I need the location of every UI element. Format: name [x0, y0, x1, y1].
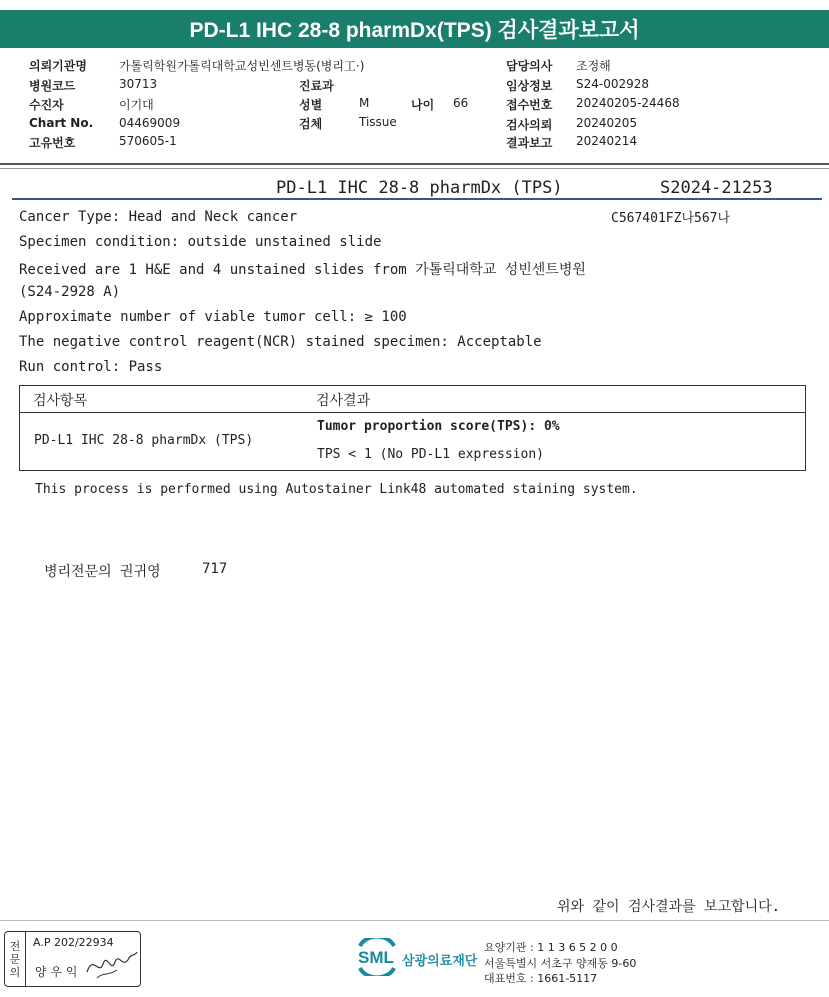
finding-line: Received are 1 H&E and 4 unstained slides from 가톨릭대학교 성빈센트병원 — [19, 262, 586, 278]
result-table — [19, 385, 806, 471]
finding-line: Cancer Type: Head and Neck cancer — [19, 209, 298, 225]
signer-name: 양 우 익 — [35, 965, 78, 979]
institution-phone: 대표번호 : 1661-5117 — [484, 972, 598, 985]
sex-value: M — [359, 96, 370, 110]
patient-value: 이기대 — [119, 98, 154, 112]
report-code: C567401FZ나567나 — [611, 211, 731, 226]
report-title-bar — [0, 10, 829, 48]
logo-name: 삼광의료재단 — [402, 954, 478, 969]
institution-code: 요양기관 : 1 1 3 6 5 2 0 0 — [484, 941, 618, 954]
dept-label: 진료과 — [299, 79, 334, 93]
pathologist-number: 717 — [202, 561, 228, 577]
header-divider — [0, 163, 829, 165]
report-number: S2024-21253 — [660, 178, 773, 198]
hospital-label: 의뢰기관명 — [29, 59, 87, 73]
clinical-value: S24-002928 — [576, 77, 650, 91]
table-cell-result-score: Tumor proportion score(TPS): 0% — [317, 419, 560, 434]
institution-address: 서울특별시 서초구 양재동 9-60 — [484, 957, 637, 970]
unique-value: 570605-1 — [119, 134, 177, 148]
request-label: 검사의뢰 — [506, 118, 553, 132]
ap-number: A.P 202/22934 — [33, 936, 114, 949]
pathologist-name: 병리전문의 권귀영 — [44, 564, 161, 580]
vertical-char: 전 — [9, 939, 21, 953]
specialist-vertical-label — [5, 932, 26, 986]
report-title: PD-L1 IHC 28-8 pharmDx(TPS) 검사결과보고서 — [189, 19, 640, 42]
vertical-char: 문 — [9, 952, 21, 966]
finding-line: Approximate number of viable tumor cell: ≥ 100 — [19, 309, 407, 325]
table-header-divider — [20, 412, 805, 413]
chart-label: Chart No. — [29, 116, 94, 130]
specimen-value: Tissue — [359, 115, 397, 129]
age-label: 나이 — [411, 98, 435, 112]
finding-line: The negative control reagent(NCR) stained specimen: Acceptable — [19, 334, 542, 350]
request-value: 20240205 — [576, 116, 638, 130]
finding-line: Specimen condition: outside unstained slide — [19, 234, 382, 250]
code-label: 병원코드 — [29, 79, 76, 93]
report-date-value: 20240214 — [576, 134, 638, 148]
vertical-char: 의 — [9, 965, 21, 979]
logo-text: SML — [358, 948, 394, 967]
finding-line: Run control: Pass — [19, 359, 163, 375]
header-divider-thin — [0, 168, 829, 169]
report-date-label: 결과보고 — [506, 136, 553, 150]
table-header-result: 검사결과 — [316, 393, 371, 409]
receipt-label: 접수번호 — [506, 98, 553, 112]
receipt-value: 20240205-24468 — [576, 96, 680, 110]
signature-box — [4, 931, 141, 987]
code-value: 30713 — [119, 77, 158, 91]
finding-line: (S24-2928 A) — [19, 284, 121, 300]
doctor-label: 담당의사 — [506, 59, 553, 73]
clinical-label: 임상정보 — [506, 79, 553, 93]
sex-label: 성별 — [299, 98, 323, 112]
handwritten-signature — [83, 946, 139, 982]
test-title: PD-L1 IHC 28-8 pharmDx (TPS) — [276, 178, 563, 198]
chart-value: 04469009 — [119, 116, 181, 130]
closing-statement: 위와 같이 검사결과를 보고합니다. — [557, 899, 781, 915]
unique-label: 고유번호 — [29, 136, 76, 150]
footer-divider — [0, 920, 829, 921]
patient-label: 수진자 — [29, 98, 64, 112]
hospital-value: 가톨릭학원가톨릭대학교성빈센트병동(병리工·) — [119, 59, 365, 73]
title-underline — [12, 198, 822, 200]
table-cell-item: PD-L1 IHC 28-8 pharmDx (TPS) — [34, 433, 254, 448]
process-note: This process is performed using Autostainer Link48 automated staining system. — [35, 482, 638, 497]
table-header-item: 검사항목 — [33, 393, 88, 409]
doctor-value: 조정해 — [576, 59, 611, 73]
table-cell-result-interpretation: TPS < 1 (No PD-L1 expression) — [317, 447, 544, 462]
age-value: 66 — [453, 96, 469, 110]
specimen-label: 검체 — [299, 117, 323, 131]
sml-logo — [356, 938, 398, 976]
